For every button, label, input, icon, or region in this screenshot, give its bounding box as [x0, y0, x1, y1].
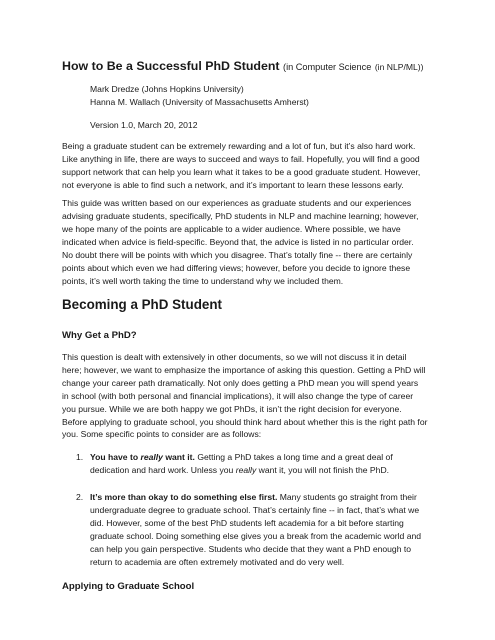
why-phd-paragraph — [62, 351, 482, 441]
text-line: Being a graduate student can be extremely rewarding and a lot of fun, but it’s also hard work. — [62, 141, 416, 151]
intro-paragraph-2 — [62, 197, 482, 249]
list-item-emphasis: really — [235, 464, 257, 475]
list-number: 2. — [76, 492, 84, 502]
text-line: we hope many of the points are applicable to a wider audience. Where possible, we have — [62, 223, 401, 234]
list-item-lead-emphasis: really — [140, 452, 163, 462]
list-item-lead: It’s more than okay to do something else first. — [90, 492, 278, 502]
text-line: you. Some specific points to consider are as follows: — [62, 429, 262, 440]
section-heading: Becoming a PhD Student — [62, 297, 222, 312]
list-item-text — [90, 491, 486, 568]
list-item-line: dedication and hard work. Unless you — [90, 464, 236, 475]
text-line: Before applying to graduate school, you should think hard about whether this is the right path for — [62, 416, 428, 427]
text-line: This guide was written based on our experiences as graduate students and our experiences — [62, 198, 412, 208]
text-line: graduate school. Doing something else gives you a break from the academic world and — [90, 530, 422, 541]
list-item-rest: Getting a PhD takes a long time and a great deal of — [194, 452, 393, 462]
title-subtitle: (in Computer Science — [283, 62, 372, 72]
text-line — [90, 451, 486, 464]
text-line: This question is dealt with extensively in other documents, so we will not discuss it in detail — [62, 352, 407, 362]
title-subtitle-inner: (in NLP/ML)) — [374, 62, 424, 72]
text-line: return to academia are often extremely motivated and do very well. — [90, 556, 345, 567]
list-number: 1. — [76, 452, 84, 462]
intro-paragraph-1 — [62, 140, 482, 192]
text-line — [90, 491, 486, 504]
author-2: Hanna M. Wallach (University of Massachusetts Amherst) — [90, 96, 309, 107]
text-line: in school (with both personal and financial implications), it will also change the type of career — [62, 390, 414, 401]
list-item-rest: Many students go straight from their — [277, 492, 417, 502]
text-line: advising graduate students, specifically, PhD students in NLP and machine learning; however, — [62, 210, 419, 221]
text-line: not everyone is able to find such a network, and it’s important to learn these lessons early. — [62, 179, 404, 190]
subsection-heading-applying: Applying to Graduate School — [62, 581, 195, 592]
text-line: No doubt there will be points with which you disagree. That’s totally fine -- there are certainly — [62, 250, 413, 260]
title-main: How to Be a Successful PhD Student — [62, 59, 280, 73]
list-item-lead: You have to — [90, 452, 141, 462]
text-line — [90, 464, 486, 477]
text-line: points, it’s well worth taking the time to understand why we included them. — [62, 275, 344, 286]
intro-paragraph-3 — [62, 249, 482, 288]
text-line: change your career path dramatically. Not only does getting a PhD mean you will spend years — [62, 377, 419, 388]
list-item-text — [90, 451, 486, 477]
text-line: support network that can help you learn what it takes to be a good graduate student. However, — [62, 166, 421, 177]
list-item-lead-end: want it. — [162, 452, 195, 462]
list-item-line-end: want it, you will not finish the PhD. — [256, 464, 390, 475]
author-1: Mark Dredze (Johns Hopkins University) — [90, 84, 244, 94]
text-line: Like anything in life, there are ways to succeed and ways to fail. Hopefully, you will find a good — [62, 153, 420, 164]
author-list — [90, 83, 309, 108]
subsection-heading-why-phd: Why Get a PhD? — [62, 330, 137, 341]
text-line: indicated when advice is field-specific. Beyond that, the advice is listed in no particular order. — [62, 236, 414, 247]
text-line: did. However, some of the best PhD students left academia for a bit before starting — [90, 517, 404, 528]
document-title — [62, 58, 482, 75]
text-line: you pursue. While we are both happy we got PhDs, it isn’t the right decision for everyone. — [62, 403, 402, 414]
version-line: Version 1.0, March 20, 2012 — [90, 120, 198, 130]
text-line: can help you gain perspective. Students who decide that they want a PhD enough to — [90, 543, 412, 554]
text-line: undergraduate degree to graduate school. That’s certainly fine -- in fact, that’s what we — [90, 504, 420, 515]
text-line: here; however, we want to emphasize the importance of asking this question. Getting a PhD will — [62, 364, 426, 375]
text-line: points about which even we had differing views; however, before you decide to ignore these — [62, 262, 411, 273]
